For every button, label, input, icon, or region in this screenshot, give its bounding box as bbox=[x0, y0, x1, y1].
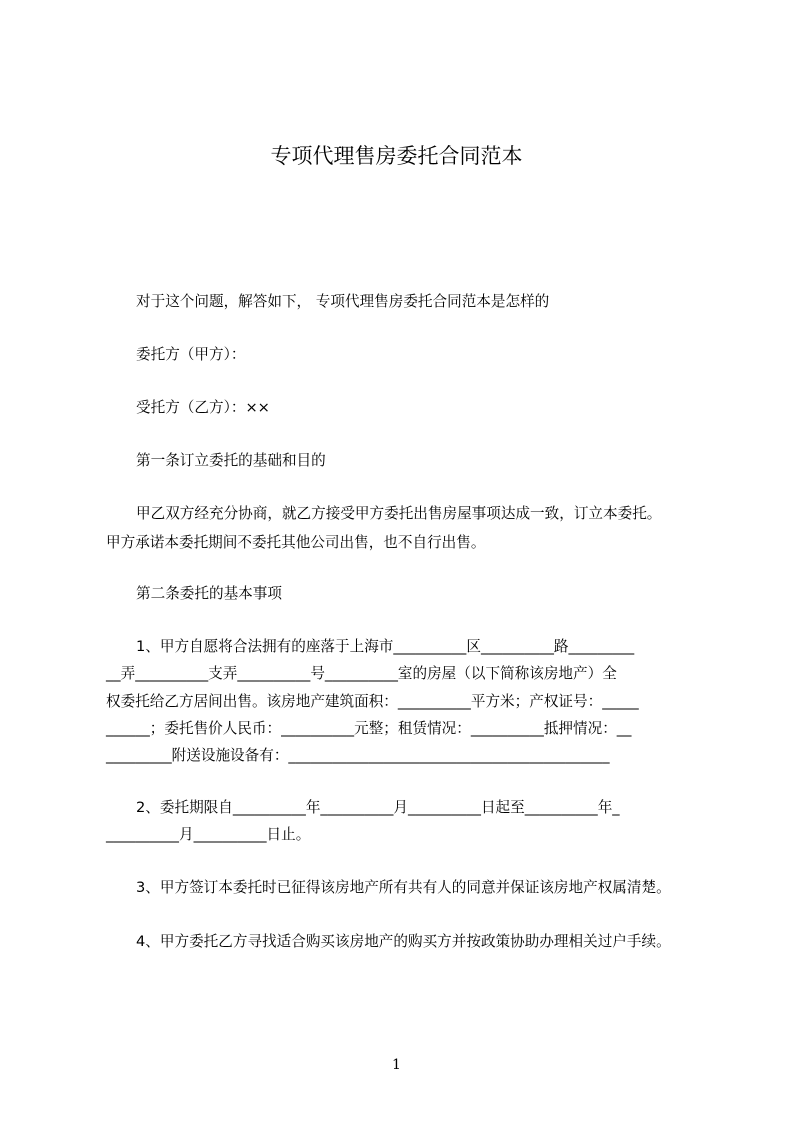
item1-line: 权委托给乙方居间出售。该房地产建筑面积：__________平方米；产权证号：_____ bbox=[106, 693, 639, 710]
article1-heading: 第一条订立委托的基础和目的 bbox=[136, 452, 326, 469]
item1-line: ______；委托售价人民币：__________元整；租赁情况：__________抵押情况：__ bbox=[106, 720, 632, 737]
item1-line: _________附送设施设备有：____________________________________________ bbox=[106, 747, 610, 764]
article2-heading: 第二条委托的基本事项 bbox=[136, 585, 282, 602]
page-number: 1 bbox=[392, 1057, 401, 1073]
item1-line: 1、甲方自愿将合法拥有的座落于上海市__________区__________路_________ bbox=[136, 638, 635, 655]
article1-body-line: 甲方承诺本委托期间不委托其他公司出售，也不自行出售。 bbox=[106, 534, 486, 551]
item1-line: __弄__________支弄__________号__________室的房屋（以下简称该房地产）全 bbox=[106, 665, 617, 682]
item3-line: 3、甲方签订本委托时已征得该房地产所有共有人的同意并保证该房地产权属清楚。 bbox=[136, 879, 671, 896]
item2-line: 2、委托期限自__________年__________月__________日起至__________年_ bbox=[136, 799, 620, 816]
article1-body-line: 甲乙双方经充分协商，就乙方接受甲方委托出售房屋事项达成一致，订立本委托。 bbox=[136, 505, 662, 522]
item4-line: 4、甲方委托乙方寻找适合购买该房地产的购买方并按政策协助办理相关过户手续。 bbox=[136, 933, 671, 950]
intro-line: 对于这个问题，解答如下， 专项代理售房委托合同范本是怎样的 bbox=[136, 293, 550, 310]
party-a-line: 委托方（甲方）： bbox=[136, 346, 246, 363]
party-b-line: 受托方（乙方）：×× bbox=[136, 399, 270, 416]
document-title: 专项代理售房委托合同范本 bbox=[270, 144, 523, 168]
item2-line: __________月__________日止。 bbox=[106, 826, 311, 843]
